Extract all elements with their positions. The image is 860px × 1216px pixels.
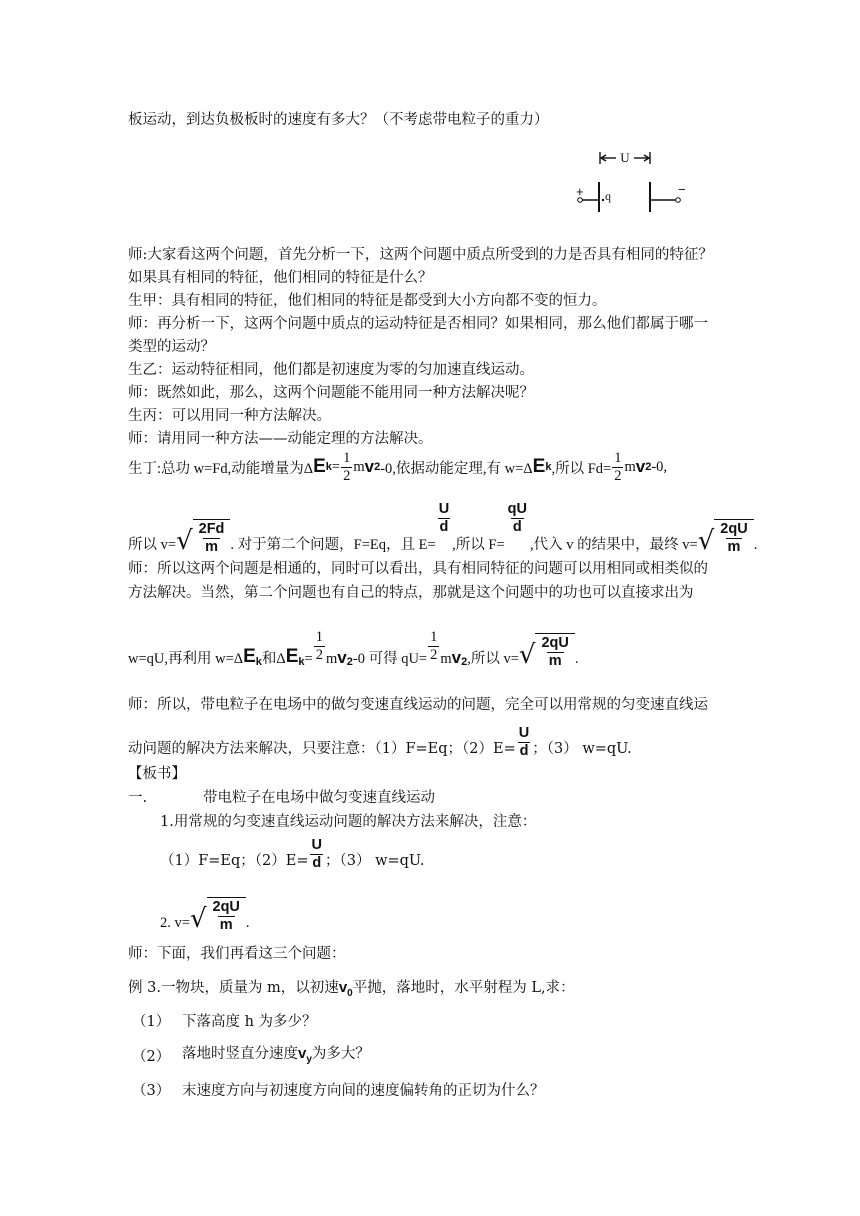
text-line: 如果具有相同的特征，他们相同的特征是什么？ [128,270,433,286]
formula-line: w=qU,再利用 w=Δ E $_k$ 和Δ E $_k$ = $\frac{1}{2}$ m v $_2$ -0 可得 qU= $\frac{1}{2}$ m v $_2$ ,所以 v= √ $\frac{2qU}{m}$ . [128,629,579,670]
formula-line: 2. v= √ $\frac{2qU}{m}$ . [160,899,250,934]
fraction-half: $\frac{1}{2}$ [343,450,351,484]
text-line: 【板书】 [128,766,186,782]
text-line: 师：请用同一种方法——动能定理的方法解决。 [128,431,433,447]
text-line: 生乙：运动特征相同，他们都是初速度为零的匀加速直线运动。 [128,362,534,378]
example-line: 例 3.一物块，质量为 m，以初速$v_0$平抛，落地时，水平射程为 L,求： [128,979,575,999]
capacitor-diagram [570,148,690,220]
sqrt-2qU-over-m: √ $\frac{2qU}{m}$ [519,633,575,668]
text-line: 师：所以这两个问题是相通的，同时可以看出，具有相同特征的问题可以用相同或相类似的 [128,561,708,577]
formula-line: 生丁:总功 w=Fd,动能增量为Δ E k = $\frac{1}{2}$ m v 2 -0,依据动能定理,有 w=Δ E k ,所以 Fd= $\frac{1}{2}$ m v 2 -0, [128,450,668,484]
text-line: 类型的运动？ [128,339,215,355]
fraction-half: $\frac{1}{2}$ [614,450,622,484]
text-line: 生丙：可以用同一种方法解决。 [128,408,331,424]
heading: 带电粒子在电场中做匀变速直线运动 [203,790,435,806]
sqrt-2qU-over-m: √ $\frac{2qU}{m}$ [190,897,246,932]
question-text: 末速度方向与初速度方向间的速度偏转角的正切为什么？ [182,1083,545,1099]
text-line: 师：下面，我们再看这三个问题： [128,946,346,962]
text-line: 师：既然如此，那么，这两个问题能不能用同一种方法解决呢？ [128,385,534,401]
sqrt-2Fd-over-m: √ $\frac{2Fd}{m}$ [176,519,230,554]
text-line: 生甲：具有相同的特征，他们相同的特征是都受到大小方向都不变的恒力。 [128,293,607,309]
formula-line: 所以 v= √ $\frac{2Fd}{m}$ . 对于第二个问题，F=Eq，且 E= $\frac{U}{d}$ ,所以 F= $\frac{qU}{d}$ ,代入 v 的结果中，最终 v= √ $\frac{2qU}{m}$ . [128,501,758,556]
question-number: （1） [132,1014,171,1030]
minus-sign: − [678,182,686,197]
charge-label: q [605,189,611,203]
question-text: 落地时竖直分速度$v_y$为多大？ [182,1045,370,1065]
voltage-label: U [620,150,630,165]
text-line: 师：再分析一下，这两个问题中质点的运动特征是否相同？如果相同，那么他们都属于哪一 [128,316,708,332]
question-text: 下落高度 h 为多少？ [182,1014,317,1030]
formula-line: （1）F=Eq；（2）E= $\frac{U}{d}$ ；（3） w=qU. [160,837,425,871]
text-line: 一. [128,790,148,806]
sqrt-2qU-over-m: √ $\frac{2qU}{m}$ [698,519,754,554]
question-number: （3） [132,1083,171,1099]
formula-line: 动问题的解决方法来解决，只要注意：（1）F=Eq；（2）E= $\frac{U}{d}$ ；（3） w=qU. [128,725,632,759]
text-line: 师：所以，带电粒子在电场中的做匀变速直线运动的问题，完全可以用常规的匀变速直线运 [128,697,708,713]
text-line: 方法解决。当然，第二个问题也有自己的特点，那就是这个问题中的功也可以直接求出为 [128,585,694,601]
text-line: 1.用常规的匀变速直线运动问题的解决方法来解决，注意： [160,814,537,830]
text-line: 师:大家看这两个问题，首先分析一下，这两个问题中质点所受到的力是否具有相同的特征？ [128,247,713,263]
question-number: （2） [132,1049,171,1065]
text-line: 板运动，到达负极板时的速度有多大？（不考虑带电粒子的重力） [128,112,549,128]
plus-sign: + [576,184,584,199]
